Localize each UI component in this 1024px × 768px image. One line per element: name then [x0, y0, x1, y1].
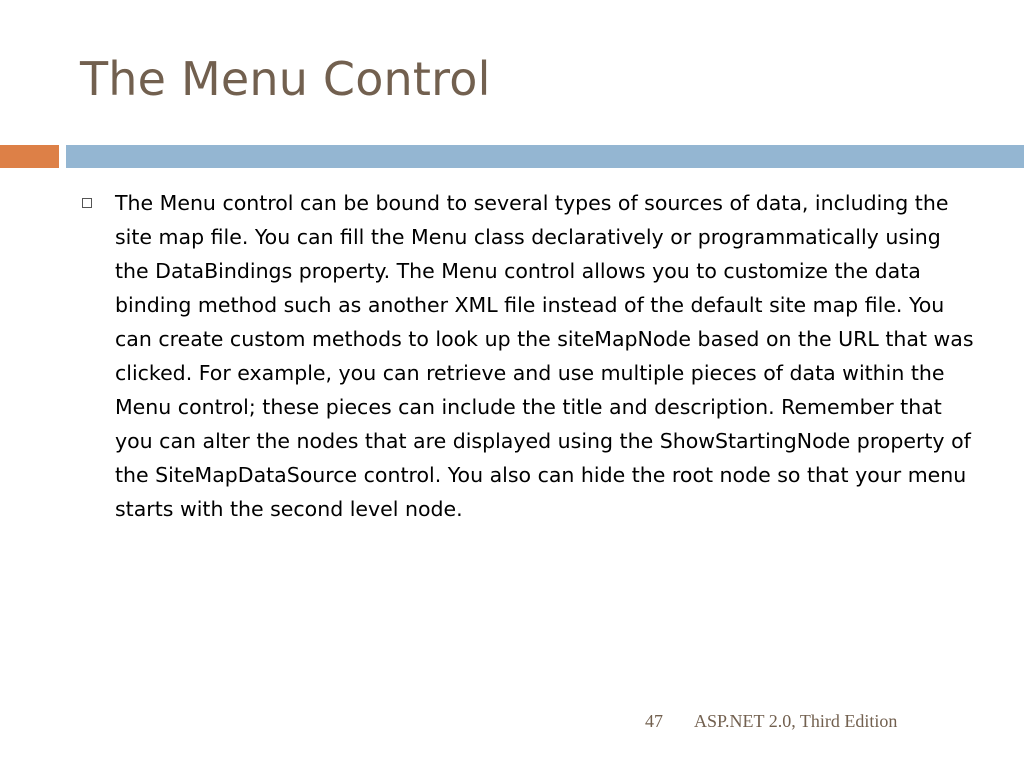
bullet-text: The Menu control can be bound to several types of sources of data, including the site map file. You can fill the Menu class declaratively or programmatically using the DataBindings property. The Menu control allows you to customize the data binding method such as another XML file instead of the default site map file. You can create custom methods to look up the siteMapNode based on the URL that was clicked. For example, you can retrieve and use multiple pieces of data within the Menu control; these pieces can include the title and description. Remember that you can alter the nodes that are displayed using the ShowStartingNode property of the SiteMapDataSource control. You also can hide the root node so that your menu starts with the second level node.	[115, 191, 974, 521]
square-bullet-icon	[82, 198, 92, 208]
slide-title: The Menu Control	[80, 52, 491, 106]
accent-band-blue	[66, 145, 1024, 168]
page-number: 47	[645, 711, 663, 731]
footer-text: ASP.NET 2.0, Third Edition	[694, 711, 898, 731]
accent-band-orange	[0, 145, 59, 168]
